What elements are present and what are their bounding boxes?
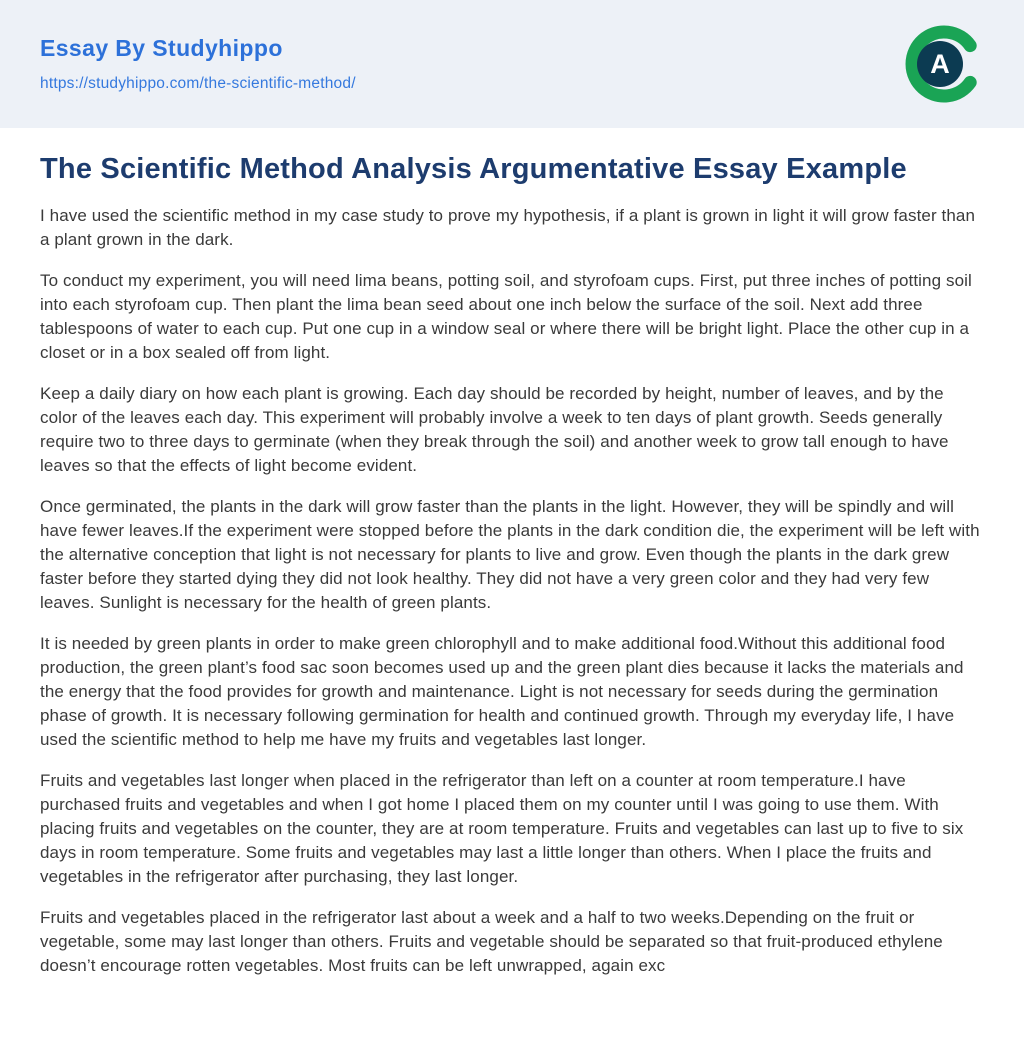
essay-paragraph: To conduct my experiment, you will need lima beans, potting soil, and styrofoam cups. First, put three inches of potting soil into each styrofoam cup. Then plant the lima bean seed about one inch below the surface of the soil. Next add three tablespoons of water to each cup. Put one cup in a window seal or where there will be bright light. Place the other cup in a closet or in a box sealed off from light. [40,271,972,362]
essay-paragraph: I have used the scientific method in my case study to prove my hypothesis, if a plant is grown in light it will grow faster than a plant grown in the dark. [40,206,976,249]
essay-paragraph: It is needed by green plants in order to make green chlorophyll and to make additional food.Without this additional food production, the green plant’s food sac soon becomes used up and the green plant dies because it lacks the materials and the energy that the food provides for growth and maintenance. Light is not necessary for seeds during the germination phase of growth. It is necessary following germination for health and continued growth. Through my everyday life, I have used the scientific method to help me have my fruits and vegetables last longer. [40,634,964,749]
essay-paragraph: Once germinated, the plants in the dark will grow faster than the plants in the light. However, they will be spindly and will have fewer leaves.If the experiment were stopped before the plants in the dark condition die, the experiment will be left with the alternative conception that light is not necessary for plants to live and grow. Even though the plants in the dark grew faster before they started dying they did not look healthy. They did not have a very green color and they had very few leaves. Sunlight is necessary for the health of green plants. [40,497,980,612]
essay-paragraph: Keep a daily diary on how each plant is growing. Each day should be recorded by height, number of leaves, and by the color of the leaves each day. This experiment will probably involve a week to ten days of plant growth. Seeds generally require two to three days to germinate (when they break through the soil) and another week to grow tall enough to have leaves so that the effects of light become evident. [40,384,949,475]
header [0,0,1024,128]
essay-paragraph: Fruits and vegetables last longer when placed in the refrigerator than left on a counter at room temperature.I have purchased fruits and vegetables and when I got home I placed them on my counter until I was going to use them. With placing fruits and vegetables on the counter, they are at room temperature. Fruits and vegetables can last up to five to six days in room temperature. Some fruits and vegetables may last a little longer than others. When I place the fruits and vegetables in the refrigerator after purchasing, they last longer. [40,771,964,886]
source-url-link[interactable]: https://studyhippo.com/the-scientific-method/ [40,75,356,92]
essay-title: The Scientific Method Analysis Argumentative Essay Example [40,153,907,185]
essay-content [0,128,1024,978]
header-text-block [40,35,356,93]
site-title: Essay By Studyhippo [40,35,283,61]
studyhippo-logo-icon [904,24,984,104]
logo-letter: A [930,49,950,79]
essay-paragraph: Fruits and vegetables placed in the refrigerator last about a week and a half to two weeks.Depending on the fruit or vegetable, some may last longer than others. Fruits and vegetable should be separated so that fruit-produced ethylene doesn’t encourage rotten vegetables. Most fruits can be left unwrapped, again exc [40,908,943,975]
